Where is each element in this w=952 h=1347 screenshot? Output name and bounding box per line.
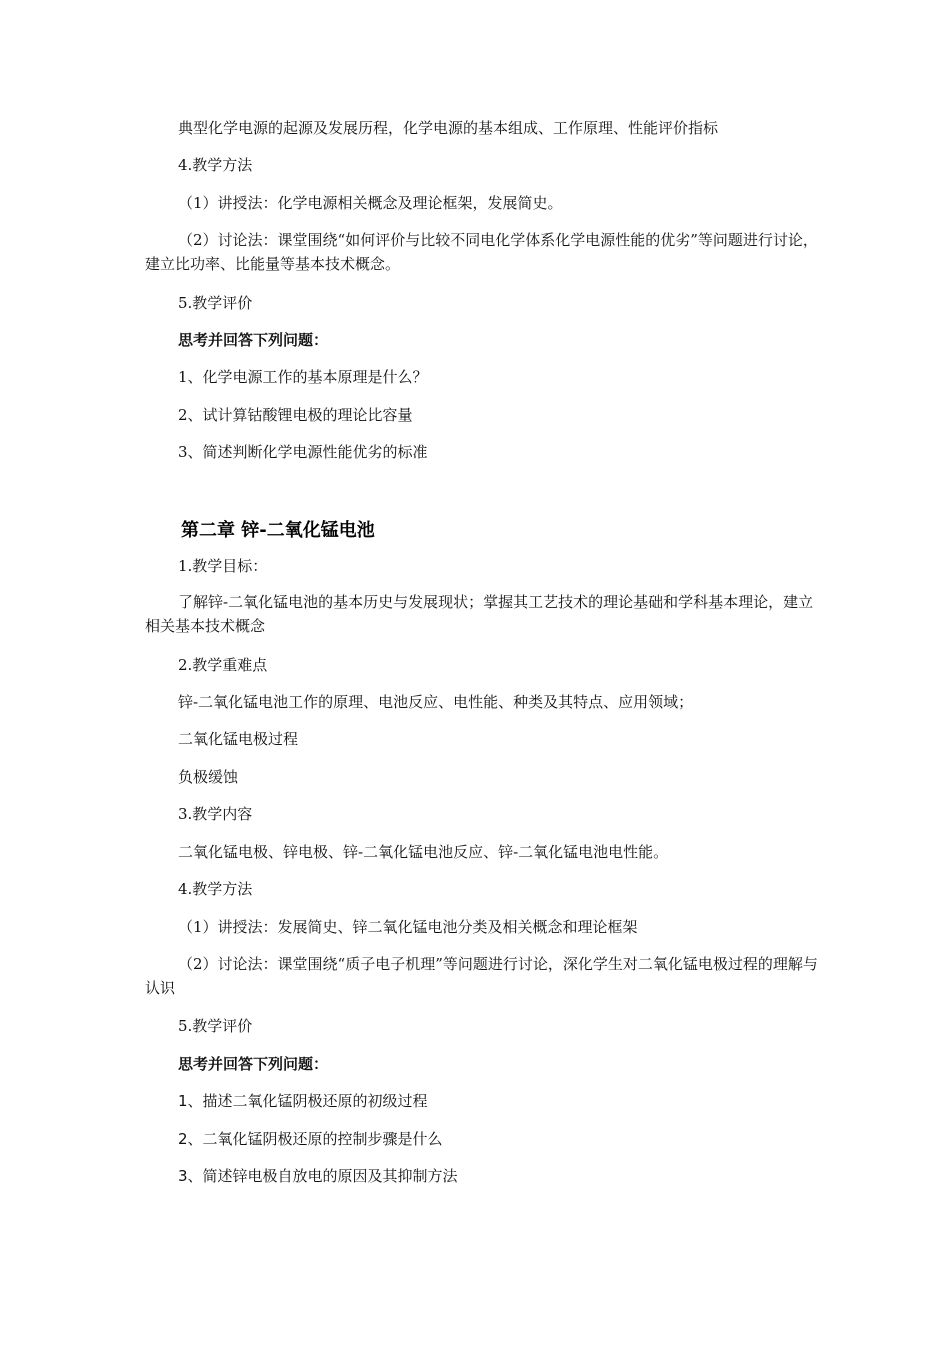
question-item: 3、简述锌电极自放电的原因及其抑制方法 [178,1167,458,1185]
question-item: 3、简述判断化学电源性能优劣的标准 [178,443,428,461]
method-item-discussion: （2）讨论法：课堂围绕“质子电子机理”等问题进行讨论，深化学生对二氧化锰电极过程的理解与认识 [145,955,818,997]
evaluation-heading: 5.教学评价 [178,1017,253,1035]
method-heading: 4.教学方法 [178,880,253,898]
goal-text: 了解锌-二氧化锰电池的基本历史与发展现状；掌握其工艺技术的理论基础和学科基本理论，建立相关基本技术概念 [145,593,814,635]
evaluation-heading: 5.教学评价 [178,294,253,312]
chapter-title: 第二章 锌-二氧化锰电池 [181,520,375,541]
goal-heading: 1.教学目标： [178,557,268,575]
key-point-item: 锌-二氧化锰电池工作的原理、电池反应、电性能、种类及其特点、应用领域； [178,693,694,711]
key-point-item: 二氧化锰电极过程 [178,730,299,748]
question-item: 1、描述二氧化锰阴极还原的初级过程 [178,1092,428,1110]
content-text: 二氧化锰电极、锌电极、锌-二氧化锰电池反应、锌-二氧化锰电池电性能。 [178,843,669,861]
method-item-lecture: （1）讲授法：发展简史、锌二氧化锰电池分类及相关概念和理论框架 [178,918,638,936]
questions-heading: 思考并回答下列问题： [178,1055,329,1073]
method-item-lecture: （1）讲授法：化学电源相关概念及理论框架，发展简史。 [178,194,563,212]
question-item: 2、试计算钴酸锂电极的理论比容量 [178,406,413,424]
key-point-item: 负极缓蚀 [178,768,239,786]
content-text: 典型化学电源的起源及发展历程，化学电源的基本组成、工作原理、性能评价指标 [178,119,719,137]
method-item-discussion: （2）讨论法：课堂围绕“如何评价与比较不同电化学体系化学电源性能的优劣”等问题进行讨论，建立比功率、比能量等基本技术概念。 [145,231,818,273]
method-heading: 4.教学方法 [178,156,253,174]
key-points-heading: 2.教学重难点 [178,656,268,674]
question-item: 1、化学电源工作的基本原理是什么？ [178,368,428,386]
content-heading: 3.教学内容 [178,805,253,823]
questions-heading: 思考并回答下列问题： [178,331,329,349]
question-item: 2、二氧化锰阴极还原的控制步骤是什么 [178,1130,443,1148]
